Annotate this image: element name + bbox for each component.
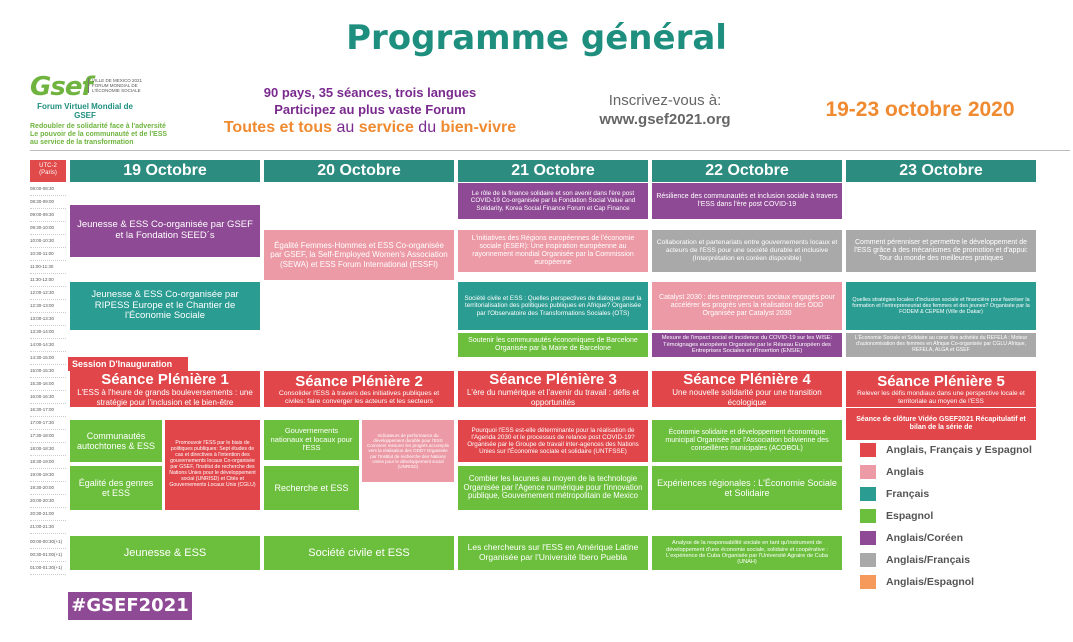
register-block bbox=[575, 92, 755, 128]
plenary-4-subtitle: Une nouvelle solidarité pour une transition écologique bbox=[672, 388, 822, 407]
plenary-4-title: Séance Plénière 4 bbox=[683, 371, 811, 389]
utc-label: UTC-2 (Paris) bbox=[30, 160, 66, 182]
intro-block bbox=[180, 85, 560, 137]
plenary-1[interactable] bbox=[70, 371, 260, 407]
legend-item bbox=[860, 508, 1060, 524]
plenary-1-title: Séance Plénière 1 bbox=[101, 371, 229, 389]
session-d20-a[interactable]: Égalité Femmes-Hommes et ESS Co-organisée par GSEF, la Self-Employed Women's Association (SEWA) et ESS Forum International (ESSFI) bbox=[264, 230, 454, 280]
time-slot: 13:00-13:30 bbox=[30, 313, 66, 326]
time-slot: 17:30-18:00 bbox=[30, 430, 66, 443]
hashtag-badge: #GSEF2021 bbox=[68, 592, 192, 620]
plenary-5[interactable] bbox=[846, 371, 1036, 407]
legend-label: Espagnol bbox=[886, 510, 934, 522]
session-d19-c[interactable]: Communautés autochtones & ESS bbox=[70, 420, 162, 462]
day-header-23: 23 Octobre bbox=[846, 160, 1036, 182]
plenary-3-title: Séance Plénière 3 bbox=[489, 371, 617, 389]
plenary-2[interactable] bbox=[264, 371, 454, 407]
legend-label: Anglais, Français y Espagnol bbox=[886, 444, 1032, 456]
logo-tagline: Redoubler de solidarité face à l'adversité Le pouvoir de la communauté et de l'ESS au service de la transformation bbox=[30, 123, 168, 146]
session-d22-b[interactable]: Collaboration et partenariats entre gouvernements locaux et acteurs de l'ESS pour une société durable et inclusive (Interprétation en coréen disponible) bbox=[652, 230, 842, 272]
late-time-slot: 00:30-01:00(+1) bbox=[30, 549, 66, 562]
time-slot: 20:30-21:00 bbox=[30, 508, 66, 521]
intro-line-3c: service bbox=[358, 119, 414, 136]
legend-label: Anglais/Espagnol bbox=[886, 576, 975, 588]
time-slot: 14:30-15:00 bbox=[30, 352, 66, 365]
session-d22-a[interactable]: Résilience des communautés et inclusion sociale à travers l'ESS dans l'ère post COVID-19 bbox=[652, 183, 842, 219]
legend-item bbox=[860, 530, 1060, 546]
page-title: Programme général bbox=[346, 18, 727, 58]
session-d19-a[interactable]: Jeunesse & ESS Co-organisée par GSEF et la Fondation SEED´s bbox=[70, 205, 260, 257]
session-d22-e[interactable]: Économie solidaire et développement économique municipal Organisée par l'Association bolivienne des conseillères municipales (ACOBOL) bbox=[652, 420, 842, 462]
session-d22-f[interactable]: Expériences régionales : L'Économie Sociale et Solidaire bbox=[652, 466, 842, 510]
session-d23-e[interactable]: Séance de clôture Vidéo GSEF2021 Récapitulatif et bilan de la série de bbox=[846, 408, 1036, 440]
plenary-5-title: Séance Plénière 5 bbox=[877, 372, 1005, 390]
inauguration-label: Session D'Inauguration bbox=[68, 357, 188, 371]
register-label: Inscrivez-vous à: bbox=[608, 92, 722, 109]
legend-swatch bbox=[860, 575, 876, 589]
legend-item bbox=[860, 574, 1060, 590]
session-d19-b[interactable]: Jeunesse & ESS Co-organisée par RIPESS Europe et le Chantier de l'Économie Sociale bbox=[70, 282, 260, 330]
time-slot: 19:00-19:30 bbox=[30, 469, 66, 482]
session-d19-f[interactable]: Jeunesse & ESS bbox=[70, 536, 260, 570]
time-slot: 19:30-20:00 bbox=[30, 482, 66, 495]
day-header-20: 20 Octobre bbox=[264, 160, 454, 182]
logo-wordmark: Gsef bbox=[30, 72, 92, 102]
plenary-1-subtitle: L'ESS à l'heure de grands bouleversements : une stratégie pour l'inclusion et le bien-être bbox=[77, 388, 253, 407]
legend-swatch bbox=[860, 553, 876, 567]
plenary-3-subtitle: L'ère du numérique et l'avenir du travail : défis et opportunités bbox=[466, 388, 640, 407]
time-slot: 16:30-17:00 bbox=[30, 404, 66, 417]
legend-swatch bbox=[860, 531, 876, 545]
plenary-5-subtitle: Relever les défis mondiaux dans une perspective locale et territoriale au moyen de l'ESS bbox=[857, 390, 1025, 405]
logo-forum-name: Forum Virtuel Mondial de GSEF bbox=[37, 102, 133, 120]
session-d19-e[interactable]: Égalité des genres et ESS bbox=[70, 466, 162, 510]
time-slot: 21:00-21:30 bbox=[30, 521, 66, 534]
intro-line-1: 90 pays, 35 séances, trois langues bbox=[263, 85, 477, 100]
session-d23-b[interactable]: Quelles stratégies locales d'inclusion sociale et financière pour favoriser la formation et l'entrepreneuriat des femmes et des jeunes? Organisée par la FODEM & CEPEM (Ville de Dakar) bbox=[846, 282, 1036, 330]
session-d21-b[interactable]: L'initiatives des Régions européennes de l'économie sociale (ESER): Une inspiration européenne au rayonnement mondial Organisée par la Commission européenne bbox=[458, 230, 648, 272]
day-header-21: 21 Octobre bbox=[458, 160, 648, 182]
legend-label: Français bbox=[886, 488, 930, 500]
intro-line-3d: du bbox=[413, 119, 441, 136]
time-slot: 08:00-08:30 bbox=[30, 183, 66, 196]
time-slot: 18:00-18:30 bbox=[30, 443, 66, 456]
event-dates: 19-23 octobre 2020 bbox=[825, 98, 1015, 121]
session-d21-e[interactable]: Pourquoi l'ESS est-elle déterminante pour la réalisation de l'Agenda 2030 et le processus de relance post COVID-19? Organisée par le Groupe de travail inter-agences des Nations Unies sur l'Économie sociale et solidaire (UNTFSSE) bbox=[458, 420, 648, 462]
time-slot: 10:30-11:00 bbox=[30, 248, 66, 261]
time-slot: 15:00-15:30 bbox=[30, 365, 66, 378]
session-d21-f[interactable]: Combler les lacunes au moyen de la technologie Organisée par l'Agence numérique pour l'innovation publique, Gouvernement métropolitain de Mexico bbox=[458, 466, 648, 510]
day-header-19: 19 Octobre bbox=[70, 160, 260, 182]
legend-swatch bbox=[860, 443, 876, 457]
intro-line-2: Participez au plus vaste Forum bbox=[274, 102, 466, 117]
session-d23-a[interactable]: Comment pérenniser et permettre le développement de l'ESS grâce à des mécanismes de promotion et d'appui: Tour du monde des meilleures pratiques bbox=[846, 230, 1036, 272]
legend-swatch bbox=[860, 509, 876, 523]
day-header-22: 22 Octobre bbox=[652, 160, 842, 182]
legend-swatch bbox=[860, 465, 876, 479]
legend-item bbox=[860, 442, 1060, 458]
plenary-2-subtitle: Consolider l'ESS à travers des initiatives publiques et civiles: faire converger les acteurs et les secteurs bbox=[278, 389, 440, 405]
legend-swatch bbox=[860, 487, 876, 501]
time-slot: 11:30-12:00 bbox=[30, 274, 66, 287]
legend-label: Anglais bbox=[886, 466, 924, 478]
intro-line-3 bbox=[180, 119, 560, 137]
time-slot: 09:00-09:30 bbox=[30, 209, 66, 222]
session-d20-e[interactable]: Société civile et ESS bbox=[264, 536, 454, 570]
plenary-4[interactable] bbox=[652, 371, 842, 407]
session-d22-c[interactable]: Catalyst 2030 : des entrepreneurs sociaux engagés pour accélérer les progrès vers la réalisation des ODD Organisée par Catalyst 2030 bbox=[652, 282, 842, 330]
legend-item bbox=[860, 464, 1060, 480]
gsef-logo bbox=[30, 72, 190, 147]
session-d21-a[interactable]: Le rôle de la finance solidaire et son avenir dans l'ère post COVID-19 Co-organisée par la Fondation Social Value and Solidarity, Korea Social Finance Forum et Cap Finance bbox=[458, 183, 648, 219]
intro-line-3e: bien-vivre bbox=[440, 119, 517, 136]
plenary-2-title: Séance Plénière 2 bbox=[295, 372, 423, 390]
time-slot: 11:00-11:30 bbox=[30, 261, 66, 274]
time-slot: 18:30-19:00 bbox=[30, 456, 66, 469]
time-slot: 17:00-17:30 bbox=[30, 417, 66, 430]
session-d21-c[interactable]: Société civile et ESS : Quelles perspectives de dialogue pour la territorialisation des politiques publiques en Afrique? Organisée par l'Observatoire des Transformations Sociales (OTS) bbox=[458, 282, 648, 330]
register-url-link[interactable]: www.gsef2021.org bbox=[599, 111, 731, 128]
time-slot: 12:00-12:30 bbox=[30, 287, 66, 300]
divider bbox=[30, 150, 1070, 151]
time-slot: 20:00-20:30 bbox=[30, 495, 66, 508]
legend-label: Anglais/Coréen bbox=[886, 532, 964, 544]
session-d20-c[interactable]: Indicateurs de performance du développement durable pour l'ESS Comment mesurer les progrès accomplis vers la réalisation des ODD? Organisée par l'Institut de recherche des Nations Unies pour le développement social (UNRISD) bbox=[362, 420, 454, 482]
session-d21-g[interactable]: Les chercheurs sur l'ESS en Amérique Latine Organisée par l'Université Ibero Puebla bbox=[458, 536, 648, 570]
session-d22-g[interactable]: Analyse de la responsabilité sociale en tant qu'instrument de développement d'une économie sociale, solidaire et coopérative : L'expérience de Cuba Organisée par l'Université Agraire de Cuba (UNAH) bbox=[652, 536, 842, 570]
logo-side-text: VILLE DE MEXICO 2021 FORUM MONDIAL DE L'ÉCONOMIE SOCIALE bbox=[88, 78, 148, 93]
legend-label: Anglais/Français bbox=[886, 554, 971, 566]
time-slot: 10:00-10:30 bbox=[30, 235, 66, 248]
plenary-3[interactable] bbox=[458, 371, 648, 407]
session-d22-d[interactable]: Mesure de l'impact social et incidence du COVID-19 sur les WISE: Témoignages européens Organisée par le Réseau Européen des Entreprises Sociales et d'Insertion (ENSIE) bbox=[652, 333, 842, 357]
session-d21-d[interactable]: Soutenir les communautés économiques de Barcelone Organisée par la Mairie de Barcelone bbox=[458, 333, 648, 357]
time-slot: 16:00-16:30 bbox=[30, 391, 66, 404]
legend-item bbox=[860, 486, 1060, 502]
session-d23-c[interactable]: L'Économie Sociale et Solidaire au cœur des activités du REFELA : Moteur d'autonomisation des femmes en Afrique Co-organisée par CGLU Afrique, REFELA, ALGA et GSEF bbox=[846, 333, 1036, 357]
time-slot: 09:30-10:00 bbox=[30, 222, 66, 235]
legend-item bbox=[860, 552, 1060, 568]
session-d20-d[interactable]: Recherche et ESS bbox=[264, 466, 359, 510]
time-slot: 12:30-13:00 bbox=[30, 300, 66, 313]
session-d19-d[interactable]: Promouvoir l'ESS par le biais de politiques publiques: Sept études de cas et directives à l'intention des gouvernements locaux Co-organisée par GSEF, l'Institut de recherche des Nations Unies pour le développement social (UNRISD) et Cités et Gouvernements Locaux Unis (CGLU) bbox=[165, 420, 260, 510]
intro-line-3b: au bbox=[332, 119, 359, 136]
time-slot: 13:30-14:00 bbox=[30, 326, 66, 339]
time-slot: 14:00-14:30 bbox=[30, 339, 66, 352]
time-slot: 08:30-09:00 bbox=[30, 196, 66, 209]
session-d20-b[interactable]: Gouvernements nationaux et locaux pour l'ESS bbox=[264, 420, 359, 460]
intro-line-3a: Toutes et tous bbox=[223, 119, 332, 136]
late-time-slot: 00:00-00:30(+1) bbox=[30, 536, 66, 549]
time-slot: 15:30-16:00 bbox=[30, 378, 66, 391]
late-time-slot: 01:00-01:30(+1) bbox=[30, 562, 66, 575]
